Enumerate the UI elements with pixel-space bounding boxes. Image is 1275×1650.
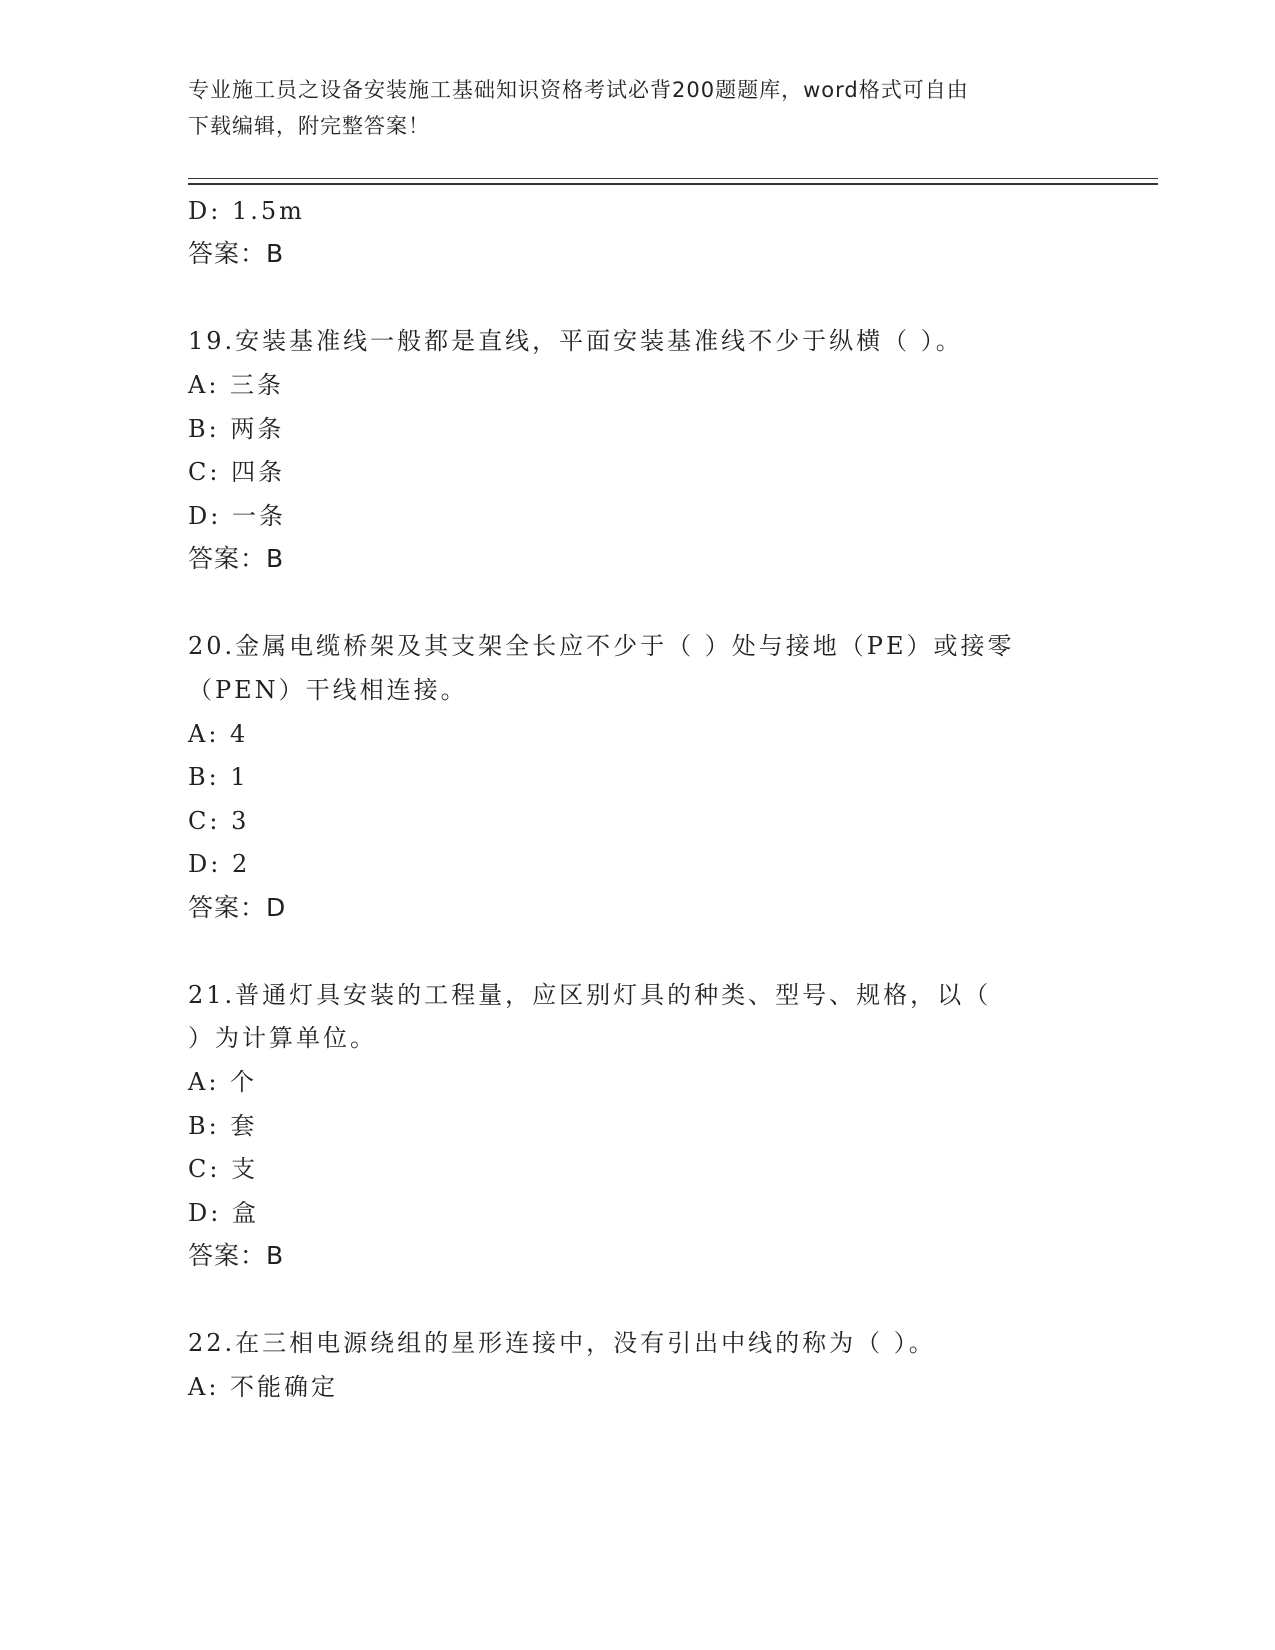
header-divider-thick <box>188 183 1158 185</box>
q19-stem: 19.安装基准线一般都是直线，平面安装基准线不少于纵横（ ）。 <box>188 327 963 355</box>
q20-stem-line-1: 20.金属电缆桥架及其支架全长应不少于（ ）处与接地（PE）或接零 <box>188 632 1015 660</box>
q19-answer: 答案：B <box>188 544 285 573</box>
header-divider-thin <box>188 178 1158 179</box>
q19-option-b: B: 两条 <box>188 415 285 443</box>
header-line-1: 专业施工员之设备安装施工基础知识资格考试必背200题题库，word格式可自由 <box>188 78 969 102</box>
prev-answer: 答案：B <box>188 239 285 268</box>
q21-option-a: A: 个 <box>188 1068 258 1096</box>
q21-option-b: B: 套 <box>188 1112 258 1140</box>
q20-answer: 答案：D <box>188 893 287 922</box>
q21-answer: 答案：B <box>188 1241 285 1270</box>
q19-option-d: D: 一条 <box>188 502 286 530</box>
q21-option-d: D: 盒 <box>188 1199 259 1227</box>
q21-stem-line-1: 21.普通灯具安装的工程量，应区别灯具的种类、型号、规格，以（ <box>188 981 992 1009</box>
q20-option-d: D: 2 <box>188 850 251 878</box>
q20-option-c: C: 3 <box>188 807 250 835</box>
q20-option-b: B: 1 <box>188 763 249 791</box>
q20-option-a: A: 4 <box>188 720 249 748</box>
header-line-2: 下载编辑，附完整答案！ <box>188 114 430 138</box>
prev-option-d: D: 1.5m <box>188 197 305 225</box>
q20-stem-line-2: （PEN）干线相连接。 <box>188 676 468 704</box>
q19-option-c: C: 四条 <box>188 458 286 486</box>
q22-option-a: A: 不能确定 <box>188 1373 339 1401</box>
q21-stem-line-2: ）为计算单位。 <box>188 1024 377 1052</box>
q21-option-c: C: 支 <box>188 1155 259 1183</box>
q19-option-a: A: 三条 <box>188 371 285 399</box>
document-header <box>188 72 1088 144</box>
q22-stem: 22.在三相电源绕组的星形连接中，没有引出中线的称为（ ）。 <box>188 1329 936 1357</box>
